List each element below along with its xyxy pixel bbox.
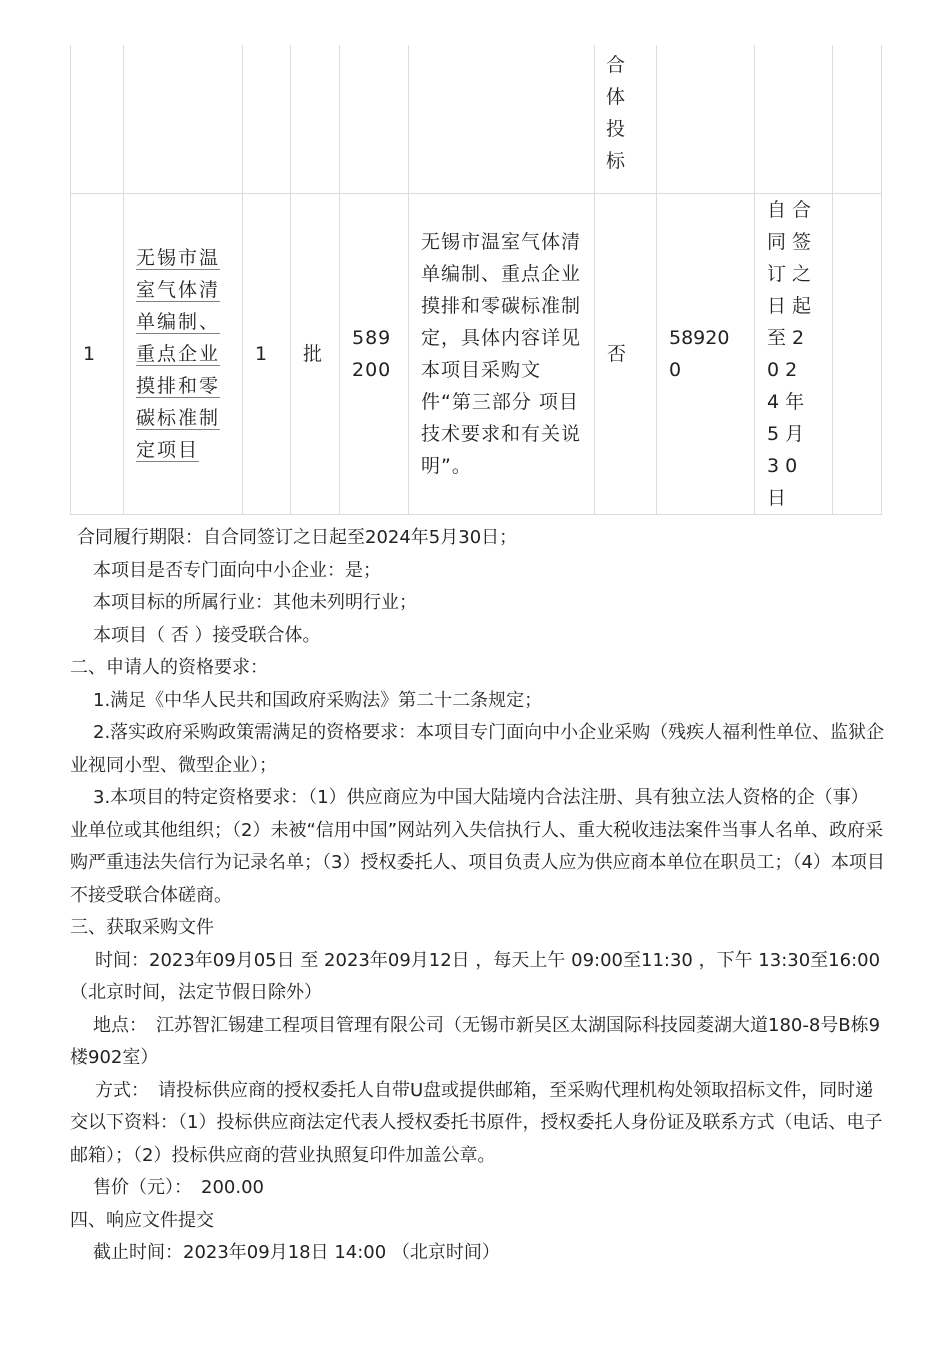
table-cell <box>243 45 291 194</box>
table-row <box>71 194 882 515</box>
row-index: 1 <box>71 194 124 515</box>
unit-price <box>340 194 409 515</box>
table-cell <box>833 194 882 515</box>
section-heading: 四、响应文件提交 <box>70 1209 214 1231</box>
table-cell <box>340 45 409 194</box>
sme-only: 本项目是否专门面向中小企业：是； <box>93 559 381 581</box>
header-char: 合 <box>606 54 626 76</box>
consortium-accept: 本项目（ 否 ）接受联合体。 <box>93 624 321 646</box>
quantity: 1 <box>243 194 291 515</box>
consortium-header-tail <box>595 45 657 194</box>
obtain-method: 方式： 请投标供应商的授权委托人自带U盘或提供邮箱，至采购代理机构处领取招标文件，同时递交以下资料：（1）投标供应商法定代表人授权委托书原件，授权委托人身份证及联系方式（电话、电子邮箱）；（2）投标供应商的营业执照复印件加盖公章。 <box>70 1079 883 1166</box>
table-row-continued <box>71 45 882 194</box>
section-heading: 二、申请人的资格要求： <box>70 657 268 678</box>
obtain-time: 时间：2023年09月05日 至 2023年09月12日 ，每天上午 09:00至11:30 ，下午 13:30至16:00 （北京时间，法定节假日除外） <box>70 949 881 1003</box>
qualification-2: 2.落实政府采购政策需满足的资格要求：本项目专门面向中小企业采购（残疾人福利性单位、监狱企业视同小型、微型企业）； <box>70 722 885 776</box>
submission-deadline: 截止时间：2023年09月18日 14:00 （北京时间） <box>93 1242 500 1263</box>
procurement-table <box>70 45 882 515</box>
contract-term: 合同履行期限：自合同签订之日起至2024年5月30日； <box>77 527 518 548</box>
table-cell <box>71 45 124 194</box>
table-cell <box>291 45 340 194</box>
project-name-link[interactable]: 无锡市温室气体清单编制、重点企业摸排和零碳标准制定项目 <box>136 247 221 461</box>
announcement-body <box>70 522 885 1270</box>
table-cell <box>755 45 833 194</box>
table-cell <box>409 45 595 194</box>
document-price: 售价（元）： 200.00 <box>93 1177 264 1198</box>
section-heading: 三、获取采购文件 <box>70 917 214 938</box>
project-description: 无锡市温室气体清单编制、重点企业摸排和零碳标准制定，具体内容详见本项目采购文件“第三部分 项目技术要求和有关说明”。 <box>409 194 595 515</box>
obtain-place: 地点： 江苏智汇锡建工程项目管理有限公司（无锡市新吴区太湖国际科技园菱湖大道180-8号B栋9楼902室） <box>70 1014 881 1068</box>
budget-value: 589200 <box>669 327 730 381</box>
header-char: 体 <box>606 86 626 108</box>
header-char: 标 <box>606 150 626 172</box>
unit-price-value: 589200 <box>352 327 392 381</box>
table-cell <box>833 45 882 194</box>
consortium-value: 否 <box>595 194 657 515</box>
qualification-1: 1.满足《中华人民共和国政府采购法》第二十二条规定； <box>93 689 543 711</box>
unit: 批 <box>291 194 340 515</box>
project-name-cell <box>124 194 243 515</box>
table-cell <box>124 45 243 194</box>
qualification-3: 3.本项目的特定资格要求：（1）供应商应为中国大陆境内合法注册、具有独立法人资格的企（事）业单位或其他组织；（2）未被“信用中国”网站列入失信执行人、重大税收违法案件当事人名单、政府采购严重违法失信行为记录名单；（3）授权委托人、项目负责人应为供应商本单位在职员工；（4）本项目不接受联合体磋商。 <box>70 787 885 906</box>
budget <box>657 194 755 515</box>
industry: 本项目标的所属行业：其他未列明行业； <box>93 592 417 613</box>
contract-period: 自合同签订之日起至2024年5月30日 <box>755 194 833 515</box>
header-char: 投 <box>606 118 626 140</box>
table-cell <box>657 45 755 194</box>
